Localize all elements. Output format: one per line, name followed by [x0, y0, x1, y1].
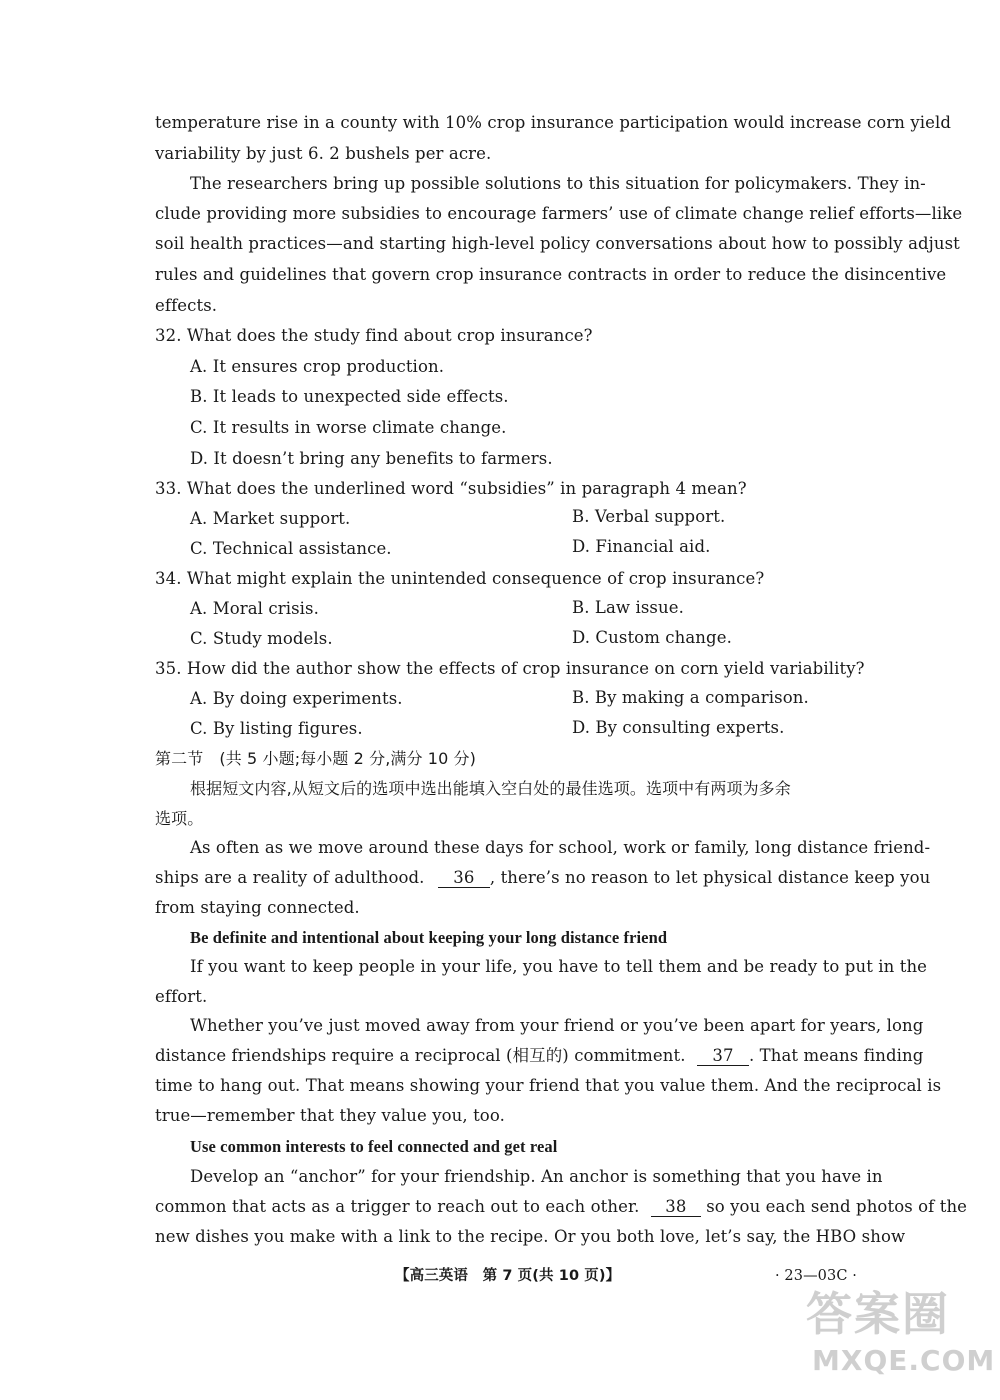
paragraph-4-line: soil health practices—and starting high-level policy conversations about how to possibly adjust: [155, 234, 960, 253]
question-32-option-a[interactable]: A. It ensures crop production.: [190, 357, 445, 376]
cloze-line: from staying connected.: [155, 898, 360, 917]
section-2-title: 第二节 (共 5 小题;每小题 2 分,满分 10 分): [155, 749, 476, 768]
question-33-option-d[interactable]: D. Financial aid.: [572, 537, 711, 556]
page-footer-code: · 23—03C ·: [775, 1268, 857, 1284]
cloze-text: ships are a reality of adulthood.: [155, 868, 425, 887]
question-35-option-d[interactable]: D. By consulting experts.: [572, 718, 785, 737]
cloze-line: effort.: [155, 987, 208, 1006]
question-32-option-d[interactable]: D. It doesn’t bring any benefits to farmers.: [190, 449, 553, 468]
cloze-line: true—remember that they value you, too.: [155, 1106, 505, 1125]
blank-36[interactable]: 36: [438, 869, 490, 888]
cloze-line: As often as we move around these days for school, work or family, long distance friend-: [190, 838, 931, 857]
question-32-option-b[interactable]: B. It leads to unexpected side effects.: [190, 387, 509, 406]
cloze-line: new dishes you make with a link to the recipe. Or you both love, let’s say, the HBO show: [155, 1227, 906, 1246]
passage-line: variability by just 6. 2 bushels per acre.: [155, 144, 492, 163]
question-35-option-c[interactable]: C. By listing figures.: [190, 719, 363, 738]
cloze-text: common that acts as a trigger to reach out to each other.: [155, 1197, 640, 1216]
question-33-option-b[interactable]: B. Verbal support.: [572, 507, 726, 526]
blank-37[interactable]: 37: [697, 1047, 749, 1066]
cloze-line: [155, 867, 930, 889]
watermark-title: 答案圈: [806, 1287, 950, 1341]
question-35-option-a[interactable]: A. By doing experiments.: [190, 689, 403, 708]
passage-line: temperature rise in a county with 10% crop insurance participation would increase corn yield: [155, 113, 952, 132]
page-footer-label: 【高三英语 第 7 页(共 10 页)】: [395, 1268, 621, 1284]
question-32-option-c[interactable]: C. It results in worse climate change.: [190, 418, 507, 437]
paragraph-4-line: rules and guidelines that govern crop insurance contracts in order to reduce the disincentive: [155, 265, 947, 284]
cloze-line: Whether you’ve just moved away from your friend or you’ve been apart for years, long: [190, 1016, 924, 1035]
question-35-option-b[interactable]: B. By making a comparison.: [572, 688, 809, 707]
cloze-text: , there’s no reason to let physical distance keep you: [489, 868, 931, 887]
cloze-line: time to hang out. That means showing your friend that you value them. And the reciprocal is: [155, 1076, 942, 1095]
section-2-instruction: 选项。: [155, 809, 204, 828]
paragraph-4-line: clude providing more subsidies to encourage farmers’ use of climate change relief efforts—like: [155, 204, 963, 223]
question-34-option-c[interactable]: C. Study models.: [190, 629, 333, 648]
question-34-option-d[interactable]: D. Custom change.: [572, 628, 732, 647]
section-2-instruction: 根据短文内容,从短文后的选项中选出能填入空白处的最佳选项。选项中有两项为多余: [190, 779, 791, 798]
cloze-line: [155, 1196, 967, 1218]
cloze-text: . That means finding: [748, 1046, 924, 1065]
cloze-line: Develop an “anchor” for your friendship. An anchor is something that you have in: [190, 1167, 883, 1186]
cloze-text: so you each send photos of the: [706, 1197, 968, 1216]
watermark-logo: [798, 1272, 996, 1392]
question-34-option-a[interactable]: A. Moral crisis.: [190, 599, 319, 618]
paragraph-4-line: The researchers bring up possible solutions to this situation for policymakers. They in-: [190, 174, 926, 193]
cloze-line: [155, 1045, 923, 1067]
question-32-stem: 32. What does the study find about crop insurance?: [155, 326, 593, 345]
question-33-option-c[interactable]: C. Technical assistance.: [190, 539, 392, 558]
question-35-stem: 35. How did the author show the effects of crop insurance on corn yield variability?: [155, 659, 865, 678]
cloze-text: distance friendships require a reciprocal (相互的) commitment.: [155, 1046, 686, 1065]
blank-38[interactable]: 38: [651, 1198, 701, 1217]
watermark-url: MXQE.COM: [812, 1344, 996, 1377]
cloze-line: If you want to keep people in your life, you have to tell them and be ready to put in the: [190, 957, 928, 976]
question-33-stem: 33. What does the underlined word “subsidies” in paragraph 4 mean?: [155, 479, 747, 498]
question-34-stem: 34. What might explain the unintended consequence of crop insurance?: [155, 569, 765, 588]
section-heading: Use common interests to feel connected and get real: [190, 1137, 558, 1156]
paragraph-4-line: effects.: [155, 296, 218, 315]
section-heading: Be definite and intentional about keeping your long distance friend: [190, 928, 668, 947]
question-34-option-b[interactable]: B. Law issue.: [572, 598, 684, 617]
question-33-option-a[interactable]: A. Market support.: [190, 509, 351, 528]
